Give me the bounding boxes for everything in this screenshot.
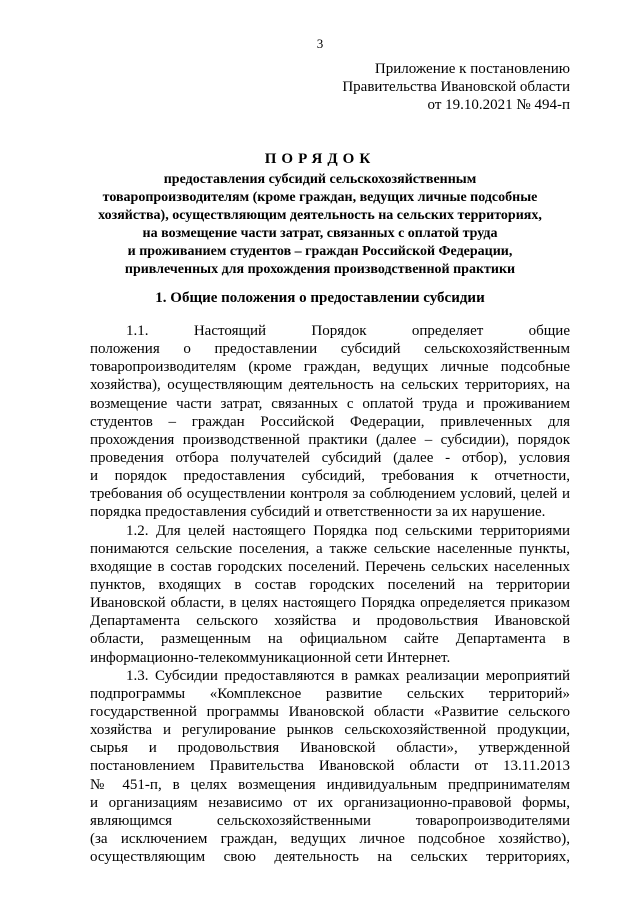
body-line: хозяйства и регулирование рынков сельскохозяйственной продукции, [90, 722, 570, 739]
body-line: товаропроизводителям (кроме граждан, ведущих личные подсобные [90, 359, 570, 376]
body-line: порядка предоставления субсидий и ответственности за их нарушение. [90, 504, 546, 521]
body-line: Департамента сельского хозяйства и продовольствия Ивановской [90, 613, 570, 630]
body-line: хозяйства), осуществляющим деятельность на сельских территориях, на [90, 377, 570, 394]
subtitle-line: привлеченных для прохождения производственной практики [124, 262, 516, 277]
body-line: входящие в состав городских поселений. Перечень сельских населенных [90, 558, 570, 575]
body-line: государственной программы Ивановской области «Развитие сельского [90, 703, 570, 720]
body-line: постановлением Правительства Ивановской области от 13.11.2013 [90, 758, 570, 775]
body-line: являющимся сельскохозяйственными товаропроизводителями [90, 812, 570, 829]
page-number: 3 [316, 36, 324, 51]
document-body [90, 322, 570, 866]
body-line: и порядок предоставления субсидий, требования к отчетности, [90, 468, 570, 485]
body-line: 1.1. Настоящий Порядок определяет общие [126, 323, 570, 339]
body-line: информационно-телекоммуникационной сети Интернет. [90, 649, 451, 666]
body-line: № 451-п, в целях возмещения индивидуальным предпринимателям [90, 776, 570, 793]
appendix-line: от 19.10.2021 № 494-п [427, 97, 570, 113]
body-line: пунктов, входящих в состав городских поселений на территории [90, 576, 570, 593]
subtitle-line: предоставления субсидий сельскохозяйственным [163, 172, 477, 187]
subtitle-line: и проживанием студентов – граждан Российской Федерации, [127, 244, 513, 259]
body-line: 1.2. Для целей настоящего Порядка под сельскими территориями [126, 522, 570, 539]
document-subtitle [95, 171, 545, 279]
section-heading: 1. Общие положения о предоставлении субсидии [155, 290, 485, 306]
body-line: проведения отбора получателей субсидий (далее - отбор), условия [90, 449, 570, 466]
appendix-block [270, 60, 570, 114]
subtitle-line: на возмещение части затрат, связанных с оплатой труда [142, 226, 498, 241]
body-line: области, размещенным на официальном сайте Департамента в [90, 631, 570, 648]
appendix-line: Правительства Ивановской области [342, 79, 570, 95]
subtitle-line: товаропроизводителям (кроме граждан, ведущих личные подсобные [102, 190, 538, 205]
body-line: студентов – граждан Российской Федерации, привлеченных для [90, 413, 570, 430]
body-line: подпрограммы «Комплексное развитие сельских территорий» [90, 685, 570, 702]
body-line: Ивановской области, в целях настоящего Порядка определяется приказом [90, 595, 570, 612]
body-line: прохождения производственной практики (далее – субсидии), порядок [90, 431, 570, 448]
body-line: сырья и продовольствия Ивановской области», утвержденной [90, 740, 570, 757]
body-line: осуществляющим свою деятельность на сельских территориях, [90, 849, 570, 866]
body-line: требования об осуществлении контроля за соблюдением условий, целей и [90, 486, 570, 503]
body-line: понимаются сельские поселения, а также сельские населенные пункты, [90, 540, 570, 557]
document-title: ПОРЯДОК [264, 151, 376, 167]
body-line: и организациям независимо от их организационно-правовой формы, [90, 794, 570, 811]
subtitle-line: хозяйства), осуществляющим деятельность на сельских территориях, [98, 208, 542, 223]
body-line: 1.3. Субсидии предоставляются в рамках реализации мероприятий [126, 667, 570, 684]
body-line: (за исключением граждан, ведущих личное подсобное хозяйство), [90, 830, 570, 847]
body-line: положения о предоставлении субсидий сельскохозяйственным [90, 341, 570, 358]
body-line: возмещение части затрат, связанных с оплатой труда и проживанием [90, 395, 570, 412]
appendix-line: Приложение к постановлению [374, 61, 570, 77]
